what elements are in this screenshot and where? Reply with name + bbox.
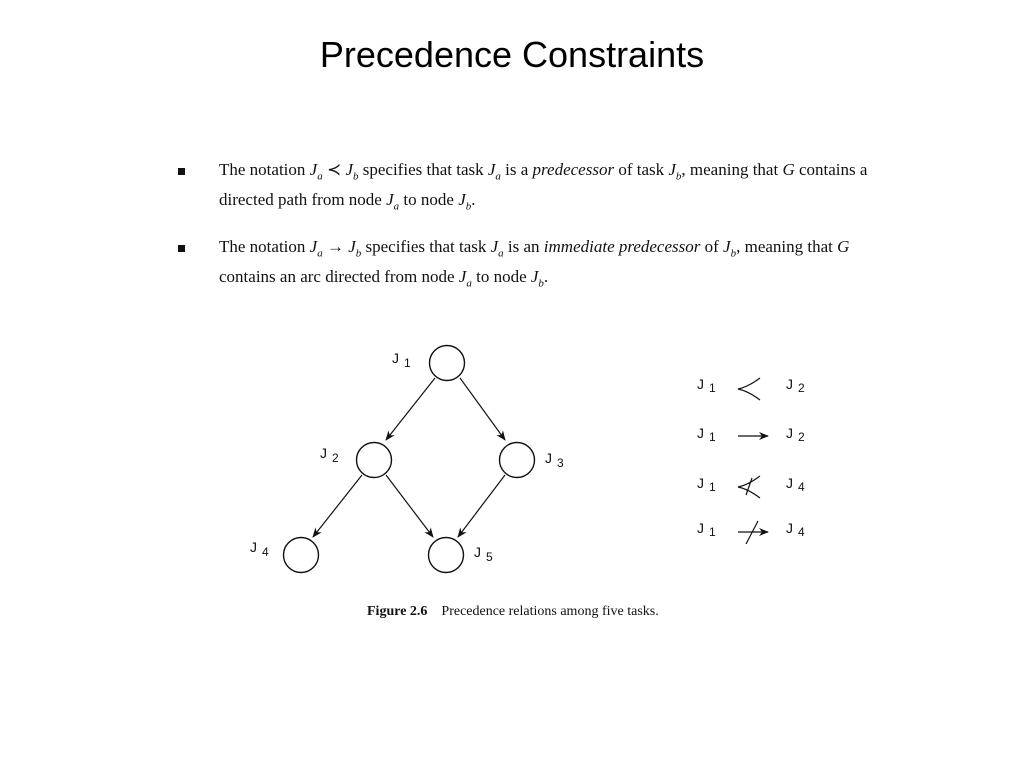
node-letter: J <box>545 450 552 466</box>
node-index: 4 <box>798 525 805 539</box>
node-j4-label <box>250 539 269 559</box>
node-letter: J <box>392 350 399 366</box>
bullet-text: specifies that task <box>362 160 484 179</box>
node-letter: J <box>474 544 481 560</box>
node-index: 1 <box>709 480 716 494</box>
math-var: J <box>458 267 467 287</box>
node-index: 2 <box>332 451 339 465</box>
math-var: G <box>782 160 795 179</box>
edge-j1-j2 <box>386 378 435 440</box>
relation-right-label <box>786 520 805 539</box>
node-letter: J <box>697 376 704 392</box>
math-var: J <box>458 190 466 210</box>
node-letter: J <box>697 475 704 491</box>
math-subscript: a <box>317 247 323 260</box>
node-index: 1 <box>404 356 411 370</box>
node-j1-label <box>392 350 411 370</box>
math-subscript: b <box>730 247 737 260</box>
node-letter: J <box>697 520 704 536</box>
relation-left-label <box>697 475 716 494</box>
bullet-text: specifies that task <box>365 236 487 256</box>
bullet-text: . <box>471 190 476 210</box>
bullet-text: . <box>543 267 549 287</box>
edge-j1-j3 <box>460 378 505 440</box>
math-var: J <box>487 160 496 179</box>
math-subscript: b <box>465 200 472 213</box>
node-j2-label <box>320 445 339 465</box>
node-j5 <box>429 538 464 573</box>
edge-j2-j4 <box>313 475 362 537</box>
edge-j3-j5 <box>458 475 505 537</box>
math-var: J <box>309 236 318 256</box>
node-index: 4 <box>798 480 805 494</box>
figure-caption <box>367 604 659 620</box>
node-index: 5 <box>486 550 493 564</box>
node-letter: J <box>786 376 793 392</box>
node-index: 3 <box>557 456 564 470</box>
math-var: J <box>345 160 353 179</box>
edge-j2-j5 <box>386 475 433 537</box>
relation-right-label <box>786 376 805 395</box>
math-var: J <box>309 160 318 179</box>
node-index: 2 <box>798 381 805 395</box>
emphasized-term: predecessor <box>532 160 615 179</box>
math-subscript: b <box>538 277 544 290</box>
node-index: 1 <box>709 525 716 539</box>
bullet-text: , meaning that <box>736 236 833 256</box>
relation-row-immediately-precedes <box>697 425 805 444</box>
node-j3 <box>500 443 535 478</box>
node-letter: J <box>250 539 257 555</box>
relation-left-label <box>697 376 716 395</box>
figure-caption-text: Precedence relations among five tasks. <box>441 604 659 619</box>
node-j4 <box>284 538 319 573</box>
precedes-symbol: ≺ <box>326 160 342 179</box>
bullet-text: of <box>704 236 719 256</box>
node-j2 <box>357 443 392 478</box>
bullet-text: is a <box>505 160 529 179</box>
slide-title: Precedence Constraints <box>319 34 705 75</box>
node-letter: J <box>786 475 793 491</box>
node-index: 2 <box>798 430 805 444</box>
math-var: J <box>386 190 394 210</box>
bullet-text: to node <box>476 267 527 287</box>
math-subscript: a <box>466 277 472 290</box>
node-index: 4 <box>262 545 269 559</box>
figure-label: Figure 2.6 <box>367 604 428 619</box>
node-j1 <box>430 346 465 381</box>
bullet-text: to node <box>403 190 454 210</box>
math-subscript: a <box>317 170 323 183</box>
relation-right-label <box>786 425 805 444</box>
relation-row-not-immediately-precedes <box>697 520 805 544</box>
relation-left-label <box>697 520 716 539</box>
math-subscript: b <box>675 170 682 183</box>
bullet-text: of task <box>618 160 665 179</box>
node-letter: J <box>320 445 327 461</box>
math-subscript: a <box>495 170 501 183</box>
math-subscript: a <box>498 247 504 260</box>
relation-row-precedes <box>697 376 805 400</box>
node-index: 1 <box>709 381 716 395</box>
relation-left-label <box>697 425 716 444</box>
arrow-symbol: → <box>326 236 344 256</box>
emphasized-term: immediate predecessor <box>543 236 701 256</box>
math-var: J <box>348 236 356 256</box>
node-j5-label <box>474 544 493 564</box>
bullet-text: contains an arc directed from node <box>219 267 455 287</box>
node-letter: J <box>786 425 793 441</box>
math-subscript: b <box>355 247 362 260</box>
bullet-text: contains a directed path from node <box>219 160 868 210</box>
math-var: J <box>668 160 676 179</box>
node-index: 1 <box>709 430 716 444</box>
node-letter: J <box>786 520 793 536</box>
bullet-text: The notation <box>219 160 306 179</box>
math-subscript: a <box>393 200 400 213</box>
bullet-text: is an <box>507 236 540 256</box>
relation-row-not-precedes <box>697 475 805 498</box>
precedes-symbol-icon <box>738 378 760 400</box>
node-letter: J <box>697 425 704 441</box>
bullet-text: The notation <box>219 236 306 256</box>
node-j3-label <box>545 450 564 470</box>
math-var: J <box>530 267 539 287</box>
math-var: J <box>723 236 731 256</box>
relation-right-label <box>786 475 805 494</box>
bullet-text: , meaning that <box>681 160 779 179</box>
math-subscript: b <box>353 170 359 183</box>
math-var: G <box>837 236 850 256</box>
math-var: J <box>490 236 499 256</box>
